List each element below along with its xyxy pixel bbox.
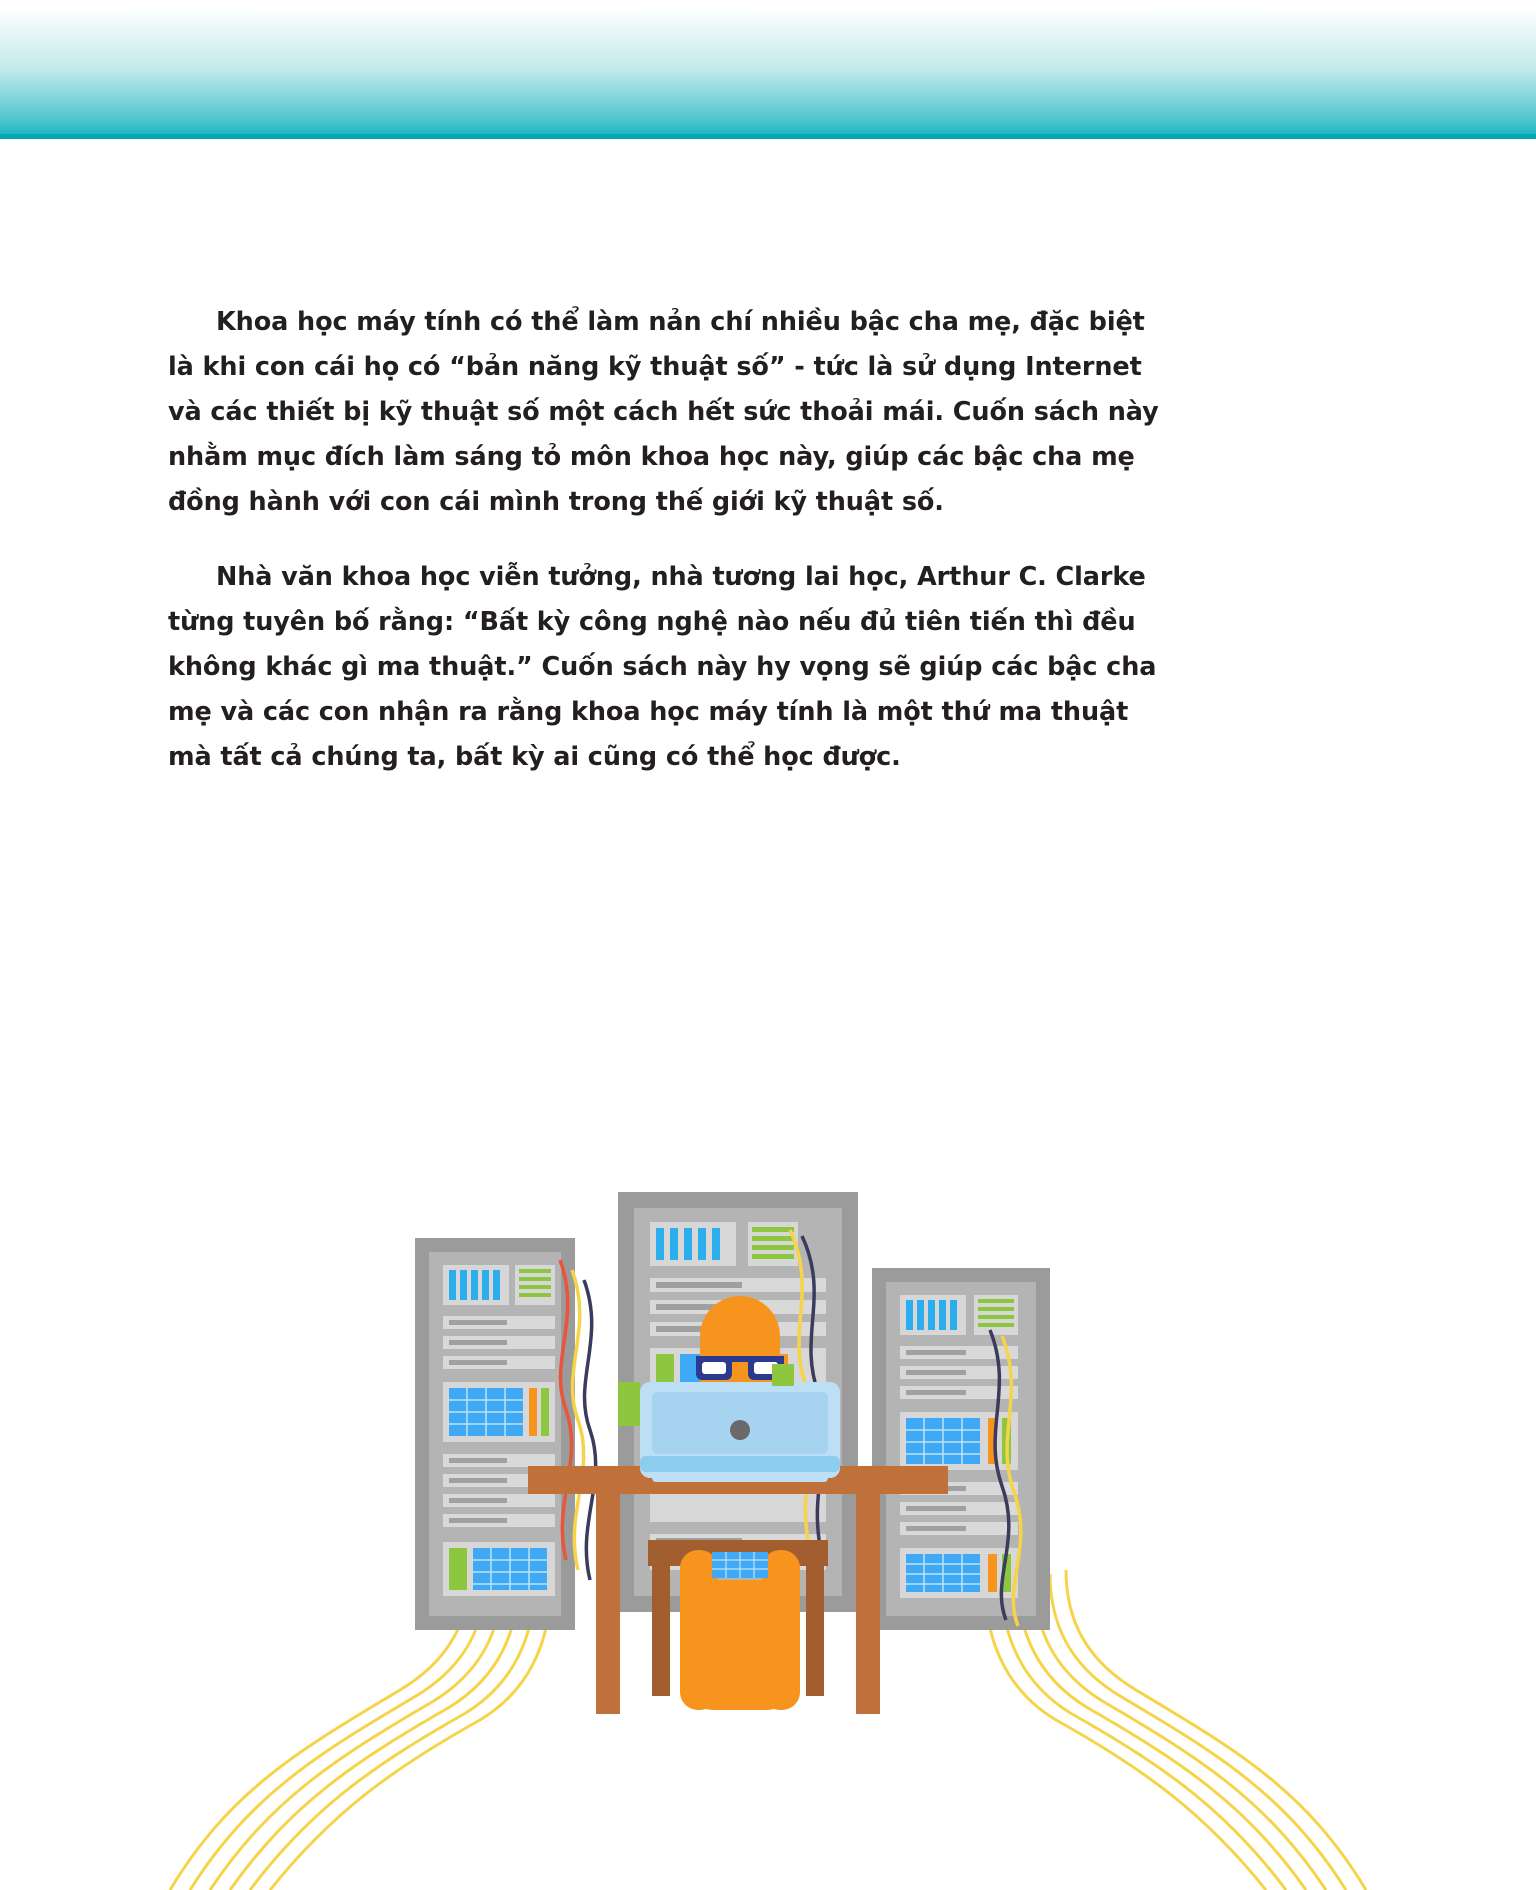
side-panel-green <box>618 1382 640 1426</box>
paragraph-2: Nhà văn khoa học viễn tưởng, nhà tương lai học, Arthur C. Clarke từng tuyên bố rằng: “Bất kỳ công nghệ nào nếu đủ tiên tiến thì đều không khác gì ma thuật.” Cuốn sách này hy vọng sẽ giúp các bậc cha mẹ và các con nhận ra rằng khoa học máy tính là một thứ ma thuật mà tất cả chúng ta, bất kỳ ai cũng có thể học được. <box>168 562 1157 772</box>
illustration-person-at-laptop-between-server-racks <box>0 1150 1536 1890</box>
paragraph-1: Khoa học máy tính có thể làm nản chí nhiều bậc cha mẹ, đặc biệt là khi con cái họ có “bản năng kỹ thuật số” - tức là sử dụng Internet và các thiết bị kỹ thuật số một cách hết sức thoải mái. Cuốn sách này nhằm mục đích làm sáng tỏ môn khoa học này, giúp các bậc cha mẹ đồng hành với con cái mình trong thế giới kỹ thuật số. <box>168 307 1159 517</box>
top-divider-rule <box>0 134 1536 139</box>
left-server-rack <box>415 1238 575 1630</box>
top-gradient-band <box>0 0 1536 136</box>
laptop <box>640 1382 840 1482</box>
side-panel-green-2 <box>772 1364 794 1386</box>
page-text-block <box>168 300 1176 810</box>
right-server-rack <box>872 1268 1050 1630</box>
